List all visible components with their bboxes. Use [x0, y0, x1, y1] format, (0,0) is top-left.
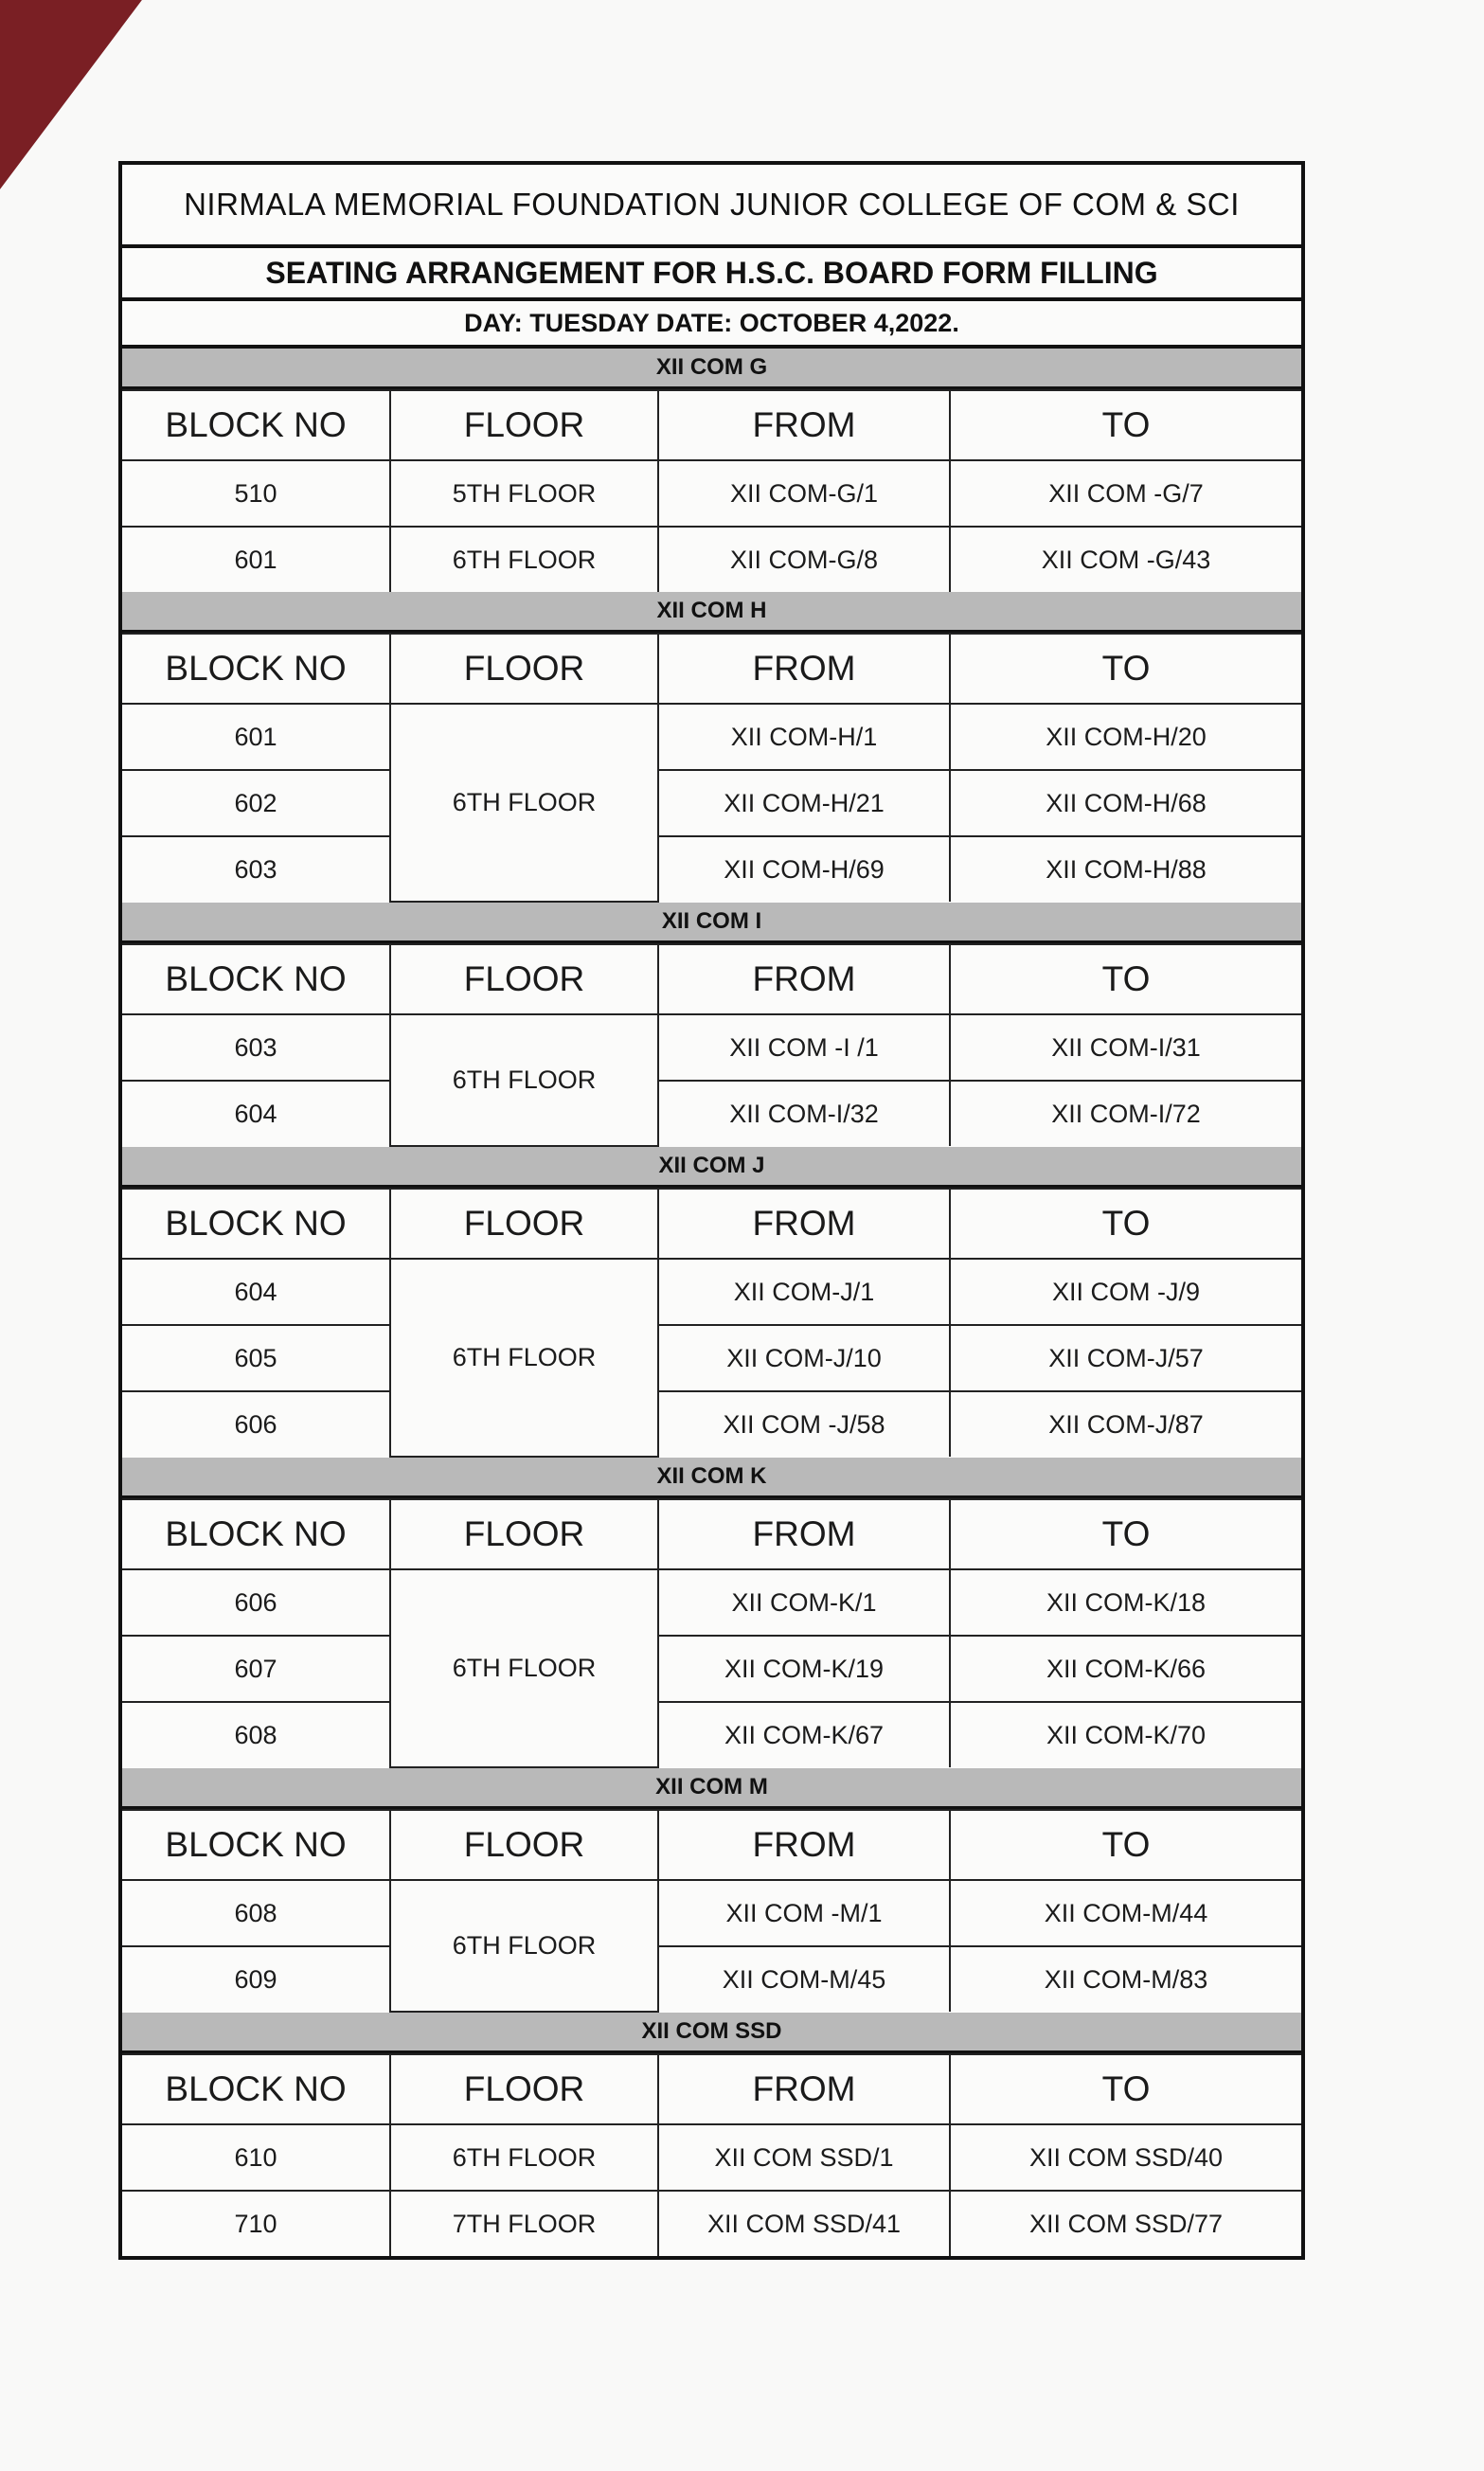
column-header-from: FROM	[658, 634, 950, 704]
table-row	[122, 1081, 1301, 1146]
floor-cell: 6TH FLOOR	[390, 1569, 658, 1767]
roll-to: XII COM-I/31	[950, 1014, 1301, 1081]
roll-to: XII COM SSD/40	[950, 2124, 1301, 2191]
roll-from: XII COM-M/45	[658, 1946, 950, 2012]
block-number: 602	[122, 770, 390, 836]
roll-to: XII COM -G/7	[950, 460, 1301, 527]
column-header-floor: FLOOR	[390, 1499, 658, 1569]
block-number: 604	[122, 1081, 390, 1146]
section-header: XII COM I	[122, 903, 1301, 943]
date-line: DAY: TUESDAY DATE: OCTOBER 4,2022.	[122, 301, 1301, 349]
block-number: 710	[122, 2191, 390, 2256]
table-row	[122, 704, 1301, 770]
block-number: 608	[122, 1880, 390, 1946]
seating-table	[122, 633, 1301, 903]
column-header-row	[122, 2054, 1301, 2124]
column-header-from: FROM	[658, 944, 950, 1014]
roll-to: XII COM-J/57	[950, 1325, 1301, 1391]
block-number: 609	[122, 1946, 390, 2012]
column-header-block: BLOCK NO	[122, 2054, 390, 2124]
roll-from: XII COM SSD/41	[658, 2191, 950, 2256]
column-header-floor: FLOOR	[390, 1189, 658, 1259]
column-header-floor: FLOOR	[390, 390, 658, 460]
table-row	[122, 460, 1301, 527]
document-title: SEATING ARRANGEMENT FOR H.S.C. BOARD FORM FILLING	[122, 248, 1301, 301]
table-row	[122, 1259, 1301, 1325]
roll-to: XII COM -J/9	[950, 1259, 1301, 1325]
column-header-row	[122, 390, 1301, 460]
seating-table	[122, 389, 1301, 592]
section-header: XII COM J	[122, 1147, 1301, 1188]
block-number: 610	[122, 2124, 390, 2191]
roll-from: XII COM-K/19	[658, 1636, 950, 1702]
college-name: NIRMALA MEMORIAL FOUNDATION JUNIOR COLLEGE OF COM & SCI	[122, 165, 1301, 248]
column-header-to: TO	[950, 1189, 1301, 1259]
column-header-from: FROM	[658, 390, 950, 460]
sections-container	[122, 349, 1301, 2256]
column-header-from: FROM	[658, 2054, 950, 2124]
column-header-to: TO	[950, 944, 1301, 1014]
column-header-to: TO	[950, 390, 1301, 460]
roll-from: XII COM -M/1	[658, 1880, 950, 1946]
table-row	[122, 770, 1301, 836]
column-header-to: TO	[950, 634, 1301, 704]
table-row	[122, 1880, 1301, 1946]
roll-to: XII COM-M/44	[950, 1880, 1301, 1946]
column-header-block: BLOCK NO	[122, 390, 390, 460]
floor-cell: 6TH FLOOR	[390, 2124, 658, 2191]
table-row	[122, 527, 1301, 592]
block-number: 605	[122, 1325, 390, 1391]
section-header: XII COM G	[122, 349, 1301, 389]
table-row	[122, 1569, 1301, 1636]
column-header-from: FROM	[658, 1189, 950, 1259]
roll-from: XII COM-H/21	[658, 770, 950, 836]
block-number: 607	[122, 1636, 390, 1702]
block-number: 603	[122, 1014, 390, 1081]
roll-from: XII COM-G/1	[658, 460, 950, 527]
seating-table	[122, 943, 1301, 1147]
table-row	[122, 1325, 1301, 1391]
column-header-row	[122, 1499, 1301, 1569]
floor-cell: 5TH FLOOR	[390, 460, 658, 527]
column-header-floor: FLOOR	[390, 634, 658, 704]
floor-cell: 6TH FLOOR	[390, 527, 658, 592]
block-number: 601	[122, 704, 390, 770]
seating-table	[122, 2053, 1301, 2256]
floor-cell: 6TH FLOOR	[390, 704, 658, 902]
column-header-block: BLOCK NO	[122, 944, 390, 1014]
seating-table	[122, 1498, 1301, 1768]
floor-cell: 7TH FLOOR	[390, 2191, 658, 2256]
roll-from: XII COM -I /1	[658, 1014, 950, 1081]
column-header-row	[122, 1189, 1301, 1259]
table-row	[122, 2124, 1301, 2191]
roll-from: XII COM-G/8	[658, 527, 950, 592]
table-row	[122, 1636, 1301, 1702]
floor-cell: 6TH FLOOR	[390, 1259, 658, 1457]
roll-to: XII COM SSD/77	[950, 2191, 1301, 2256]
column-header-to: TO	[950, 2054, 1301, 2124]
seating-sheet	[118, 161, 1305, 2260]
roll-to: XII COM-K/66	[950, 1636, 1301, 1702]
floor-cell: 6TH FLOOR	[390, 1880, 658, 2012]
block-number: 601	[122, 527, 390, 592]
column-header-to: TO	[950, 1499, 1301, 1569]
column-header-to: TO	[950, 1810, 1301, 1880]
roll-to: XII COM-I/72	[950, 1081, 1301, 1146]
table-row	[122, 836, 1301, 902]
table-row	[122, 2191, 1301, 2256]
column-header-floor: FLOOR	[390, 944, 658, 1014]
roll-from: XII COM-J/10	[658, 1325, 950, 1391]
roll-from: XII COM-I/32	[658, 1081, 950, 1146]
floor-cell: 6TH FLOOR	[390, 1014, 658, 1146]
table-row	[122, 1391, 1301, 1457]
roll-from: XII COM -J/58	[658, 1391, 950, 1457]
column-header-row	[122, 634, 1301, 704]
block-number: 606	[122, 1569, 390, 1636]
column-header-block: BLOCK NO	[122, 1499, 390, 1569]
column-header-from: FROM	[658, 1499, 950, 1569]
roll-to: XII COM -G/43	[950, 527, 1301, 592]
column-header-floor: FLOOR	[390, 1810, 658, 1880]
block-number: 510	[122, 460, 390, 527]
column-header-row	[122, 944, 1301, 1014]
roll-from: XII COM-K/1	[658, 1569, 950, 1636]
seating-table	[122, 1188, 1301, 1458]
roll-to: XII COM-J/87	[950, 1391, 1301, 1457]
roll-to: XII COM-K/70	[950, 1702, 1301, 1767]
seating-table	[122, 1809, 1301, 2013]
table-row	[122, 1014, 1301, 1081]
section-header: XII COM H	[122, 592, 1301, 633]
roll-from: XII COM-K/67	[658, 1702, 950, 1767]
roll-to: XII COM-M/83	[950, 1946, 1301, 2012]
section-header: XII COM K	[122, 1458, 1301, 1498]
section-header: XII COM M	[122, 1768, 1301, 1809]
table-row	[122, 1946, 1301, 2012]
block-number: 604	[122, 1259, 390, 1325]
column-header-block: BLOCK NO	[122, 634, 390, 704]
roll-to: XII COM-H/20	[950, 704, 1301, 770]
roll-to: XII COM-H/68	[950, 770, 1301, 836]
column-header-block: BLOCK NO	[122, 1810, 390, 1880]
roll-from: XII COM-J/1	[658, 1259, 950, 1325]
roll-from: XII COM-H/1	[658, 704, 950, 770]
column-header-floor: FLOOR	[390, 2054, 658, 2124]
block-number: 606	[122, 1391, 390, 1457]
column-header-from: FROM	[658, 1810, 950, 1880]
roll-to: XII COM-H/88	[950, 836, 1301, 902]
column-header-row	[122, 1810, 1301, 1880]
column-header-block: BLOCK NO	[122, 1189, 390, 1259]
roll-from: XII COM-H/69	[658, 836, 950, 902]
section-header: XII COM SSD	[122, 2013, 1301, 2053]
roll-to: XII COM-K/18	[950, 1569, 1301, 1636]
roll-from: XII COM SSD/1	[658, 2124, 950, 2191]
block-number: 608	[122, 1702, 390, 1767]
block-number: 603	[122, 836, 390, 902]
table-row	[122, 1702, 1301, 1767]
